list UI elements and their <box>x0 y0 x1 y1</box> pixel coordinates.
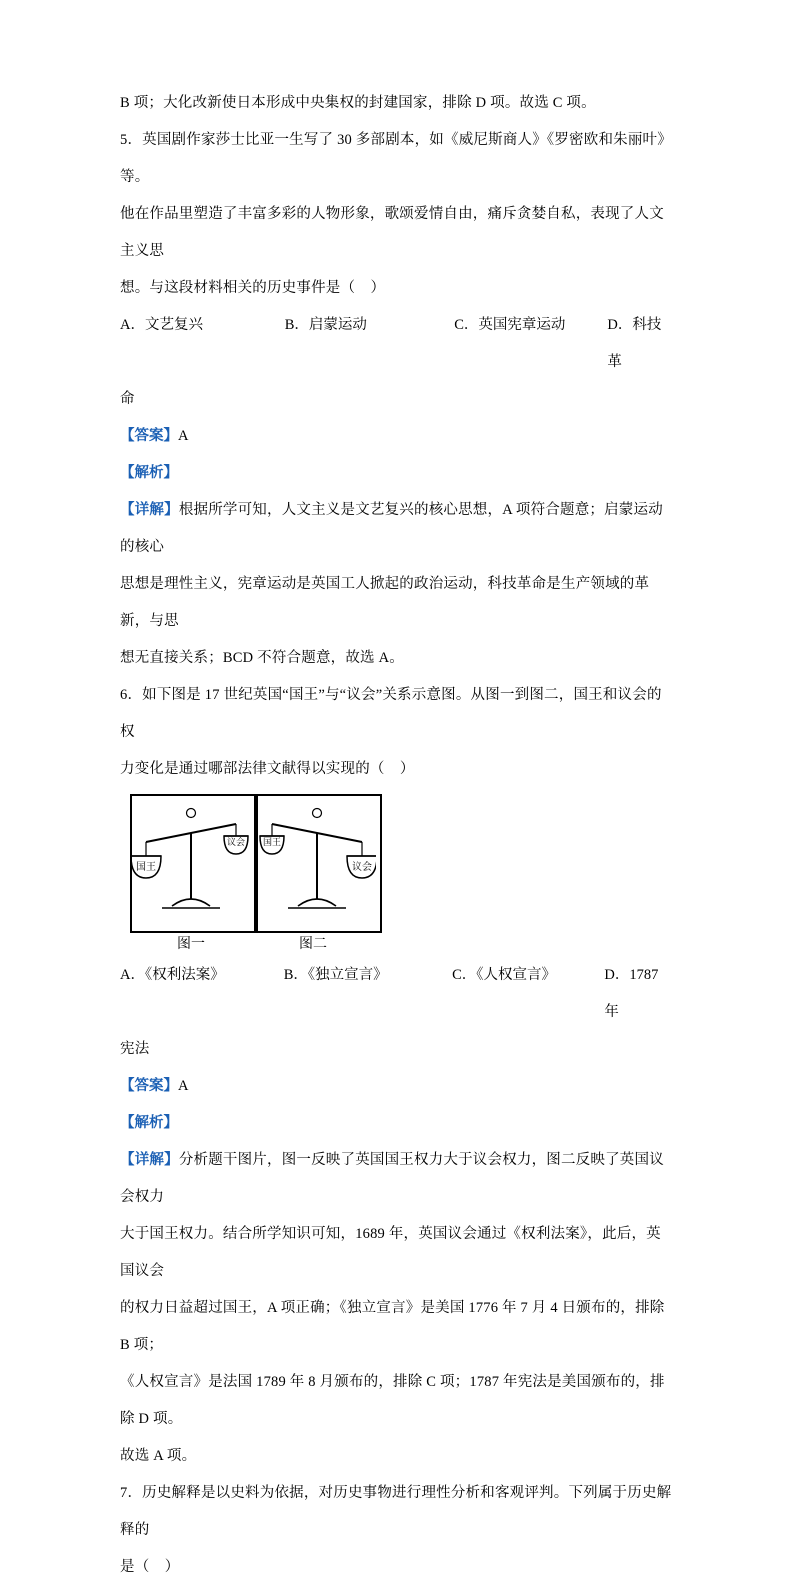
q6-analysis-tag: 【解析】 <box>120 1115 178 1131</box>
figure-two-caption: 图二 <box>299 937 327 952</box>
q6-answer-value: A <box>178 1078 189 1094</box>
q6-detail-line-4: 《人权宣言》是法国 1789 年 8 月颁布的，排除 C 项；1787 年宪法是美国颁布的，排除 D 项。 <box>120 1374 665 1427</box>
q5-option-c: C．英国宪章运动 <box>454 317 566 333</box>
q5-detail-line-3: 想无直接关系；BCD 不符合题意，故选 A。 <box>120 650 404 666</box>
figure-one-balance-diagram <box>132 796 250 927</box>
q6-answer <box>120 1068 673 1105</box>
figure-one-box <box>130 794 256 933</box>
q7-number: 7． <box>120 1485 143 1501</box>
q7-stem-line-2: 是（ ） <box>120 1559 180 1575</box>
question-6 <box>120 677 673 1475</box>
q6-option-a: A．《权利法案》 <box>120 967 225 983</box>
figure-one-caption: 图一 <box>177 937 205 952</box>
q7-text-1: 历史解释是以史料为依据，对历史事物进行理性分析和客观评判。下列属于历史解释的 <box>120 1485 672 1538</box>
q5-detail-text-1: 根据所学可知，人文主义是文艺复兴的核心思想，A 项符合题意；启蒙运动的核心 <box>120 502 663 555</box>
q6-detail-line-5: 故选 A 项。 <box>120 1448 197 1464</box>
q6-number: 6． <box>120 687 143 703</box>
q5-option-b: B．启蒙运动 <box>284 317 367 333</box>
q5-answer <box>120 418 673 455</box>
continued-paragraph: B 项；大化改新使日本形成中央集权的封建国家，排除 D 项。故选 C 项。 <box>120 95 596 111</box>
q6-text-1: 如下图是 17 世纪英国“国王”与“议会”关系示意图。从图一到图二，国王和议会的权 <box>120 687 662 740</box>
q5-answer-value: A <box>178 428 189 444</box>
q5-stem-line-2: 他在作品里塑造了丰富多彩的人物形象，歌颂爱情自由，痛斥贪婪自私，表现了人文主义思 <box>120 206 664 259</box>
figure-two-box <box>256 794 382 933</box>
q6-stem-line-1 <box>120 677 673 751</box>
q5-number: 5． <box>120 132 143 148</box>
question-7 <box>120 1475 673 1586</box>
q5-analysis-tag: 【解析】 <box>120 465 178 481</box>
q5-detail-line-2: 思想是理性主义，宪章运动是英国工人掀起的政治运动，科技革命是生产领域的革新，与思 <box>120 576 650 629</box>
q5-detail-tag: 【详解】 <box>120 502 179 518</box>
q5-option-d: D．科技革 <box>607 317 662 370</box>
q5-text-1: 英国剧作家莎士比亚一生写了 30 多部剧本，如《威尼斯商人》《罗密欧和朱丽叶》等。 <box>120 132 672 185</box>
q6-answer-tag: 【答案】 <box>120 1078 178 1094</box>
q6-option-d: D．1787 年 <box>604 967 659 1020</box>
q5-detail-line-1 <box>120 492 673 566</box>
q6-detail-text-1: 分析题干图片，图一反映了英国国王权力大于议会权力，图二反映了英国议会权力 <box>120 1152 664 1205</box>
q6-option-c: C．《人权宣言》 <box>452 967 557 983</box>
q6-options-wrap: 宪法 <box>120 1041 150 1057</box>
q7-stem-line-1 <box>120 1475 673 1549</box>
q5-answer-tag: 【答案】 <box>120 428 178 444</box>
q5-options-wrap: 命 <box>120 391 135 407</box>
figure-two-balance-diagram <box>258 796 376 927</box>
q6-detail-tag: 【详解】 <box>120 1152 179 1168</box>
figure-one-left-label: 国王 <box>136 862 156 873</box>
q6-figure-group <box>120 794 673 933</box>
figure-captions <box>120 933 673 957</box>
q6-option-b: B．《独立宣言》 <box>283 967 388 983</box>
q6-options <box>120 957 673 1031</box>
figure-two-left-label: 国王 <box>262 837 282 847</box>
q5-options <box>120 307 673 381</box>
q6-detail-line-1 <box>120 1142 673 1216</box>
figure-one-right-label: 议会 <box>226 837 246 847</box>
figure-two-right-label: 议会 <box>352 862 372 873</box>
q5-stem-line-1 <box>120 122 673 196</box>
q6-detail-line-3: 的权力日益超过国王，A 项正确；《独立宣言》是美国 1776 年 7 月 4 日颁布的，排除 B 项； <box>120 1300 669 1353</box>
q5-option-a: A．文艺复兴 <box>120 317 203 333</box>
q6-detail-line-2: 大于国王权力。结合所学知识可知，1689 年，英国议会通过《权利法案》，此后，英国议会 <box>120 1226 661 1279</box>
question-5 <box>120 122 673 677</box>
q6-analysis-label <box>120 1105 673 1142</box>
q5-analysis-label <box>120 455 673 492</box>
q6-stem-line-2: 力变化是通过哪部法律文献得以实现的（ ） <box>120 761 415 777</box>
q5-stem-line-3: 想。与这段材料相关的历史事件是（ ） <box>120 280 386 296</box>
